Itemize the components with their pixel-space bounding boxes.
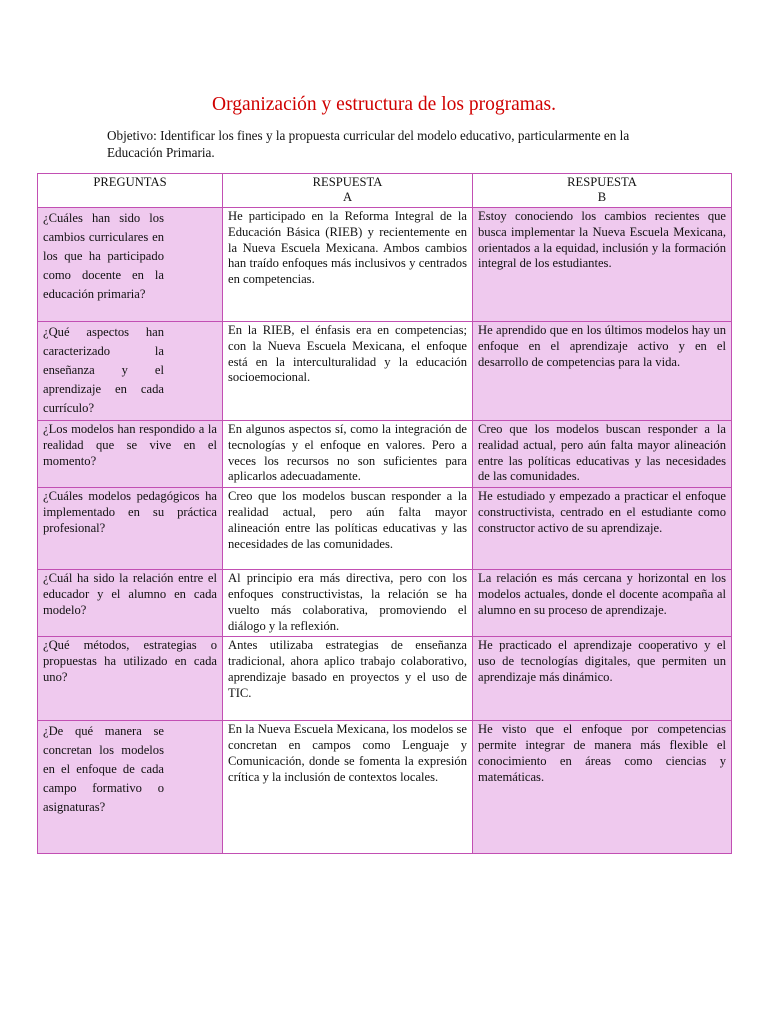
table-row xyxy=(38,421,732,488)
answer-b-cell: He aprendido que en los últimos modelos hay un enfoque en el aprendizaje activo y en el desarrollo de competencias para la vida. xyxy=(473,322,732,421)
answer-b-cell: Estoy conociendo los cambios recientes que busca implementar la Nueva Escuela Mexicana, orientados a la equidad, inclusión y la formación integral de los estudiantes. xyxy=(473,208,732,322)
document-title: Organización y estructura de los programas. xyxy=(211,94,557,115)
question-cell: ¿Cuáles modelos pedagógicos ha implementado en su práctica profesional? xyxy=(38,488,223,570)
table-row xyxy=(38,488,732,570)
table-row xyxy=(38,322,732,421)
answer-b-cell: La relación es más cercana y horizontal en los modelos actuales, donde el docente acompaña al alumno en su proceso de aprendizaje. xyxy=(473,570,732,637)
answer-a-cell: He participado en la Reforma Integral de la Educación Básica (RIEB) y recientemente en la Nueva Escuela Mexicana. Ambos cambios han traído enfoques más inclusivos y centrados en competencias. xyxy=(223,208,473,322)
table-row xyxy=(38,570,732,637)
answer-b-cell: He visto que el enfoque por competencias permite integrar de manera más flexible el conocimiento en áreas como ciencias y matemáticas. xyxy=(473,721,732,854)
question-cell: ¿Qué métodos, estrategias o propuestas ha utilizado en cada uno? xyxy=(38,637,223,721)
answer-a-cell: En la Nueva Escuela Mexicana, los modelos se concretan en campos como Lenguaje y Comunicación, donde se fomenta la expresión crítica y la inclusión de contextos locales. xyxy=(223,721,473,854)
objective-text: Objetivo: Identificar los fines y la propuesta curricular del modelo educativo, particularmente en la Educación Primaria. xyxy=(107,128,630,160)
questions-table xyxy=(37,173,732,854)
question-cell: ¿De qué manera se concretan los modelos en el enfoque de cada campo formativo o asignaturas? xyxy=(38,721,223,854)
header-respuesta-b: RESPUESTA B xyxy=(473,174,732,208)
answer-b-cell: Creo que los modelos buscan responder a la realidad actual, pero aún falta mayor alineación entre las políticas educativas y las necesidades de las comunidades. xyxy=(473,421,732,488)
answer-a-cell: Antes utilizaba estrategias de enseñanza tradicional, ahora aplico trabajo colaborativo, aprendizaje basado en proyectos y el uso de TIC. xyxy=(223,637,473,721)
question-cell: ¿Los modelos han respondido a la realidad que se vive en el momento? xyxy=(38,421,223,488)
answer-a-cell: Creo que los modelos buscan responder a la realidad actual, pero aún falta mayor alineación entre las políticas educativas y las necesidades de las comunidades. xyxy=(223,488,473,570)
table-row xyxy=(38,637,732,721)
answer-a-cell: En algunos aspectos sí, como la integración de tecnologías y el enfoque en valores. Pero a veces los recursos no son suficientes para aplicarlos adecuadamente. xyxy=(223,421,473,488)
question-cell: ¿Qué aspectos han caracterizado la enseñanza y el aprendizaje en cada currículo? xyxy=(38,322,223,421)
answer-a-cell: En la RIEB, el énfasis era en competencias; con la Nueva Escuela Mexicana, el enfoque está en la interculturalidad y la educación socioemocional. xyxy=(223,322,473,421)
question-cell: ¿Cuáles han sido los cambios curriculares en los que ha participado como docente en la educación primaria? xyxy=(38,208,223,322)
question-cell: ¿Cuál ha sido la relación entre el educador y el alumno en cada modelo? xyxy=(38,570,223,637)
answer-b-cell: He practicado el aprendizaje cooperativo y el uso de tecnologías digitales, que permiten un aprendizaje más dinámico. xyxy=(473,637,732,721)
table-row xyxy=(38,208,732,322)
header-respuesta-a: RESPUESTA A xyxy=(223,174,473,208)
answer-a-cell: Al principio era más directiva, pero con los enfoques constructivistas, la relación se ha vuelto más colaborativa, promoviendo el diálogo y la reflexión. xyxy=(223,570,473,637)
answer-b-cell: He estudiado y empezado a practicar el enfoque constructivista, centrado en el estudiante como constructor activo de su aprendizaje. xyxy=(473,488,732,570)
header-preguntas: PREGUNTAS xyxy=(38,174,223,208)
table-header-row xyxy=(38,174,732,208)
table-row xyxy=(38,721,732,854)
